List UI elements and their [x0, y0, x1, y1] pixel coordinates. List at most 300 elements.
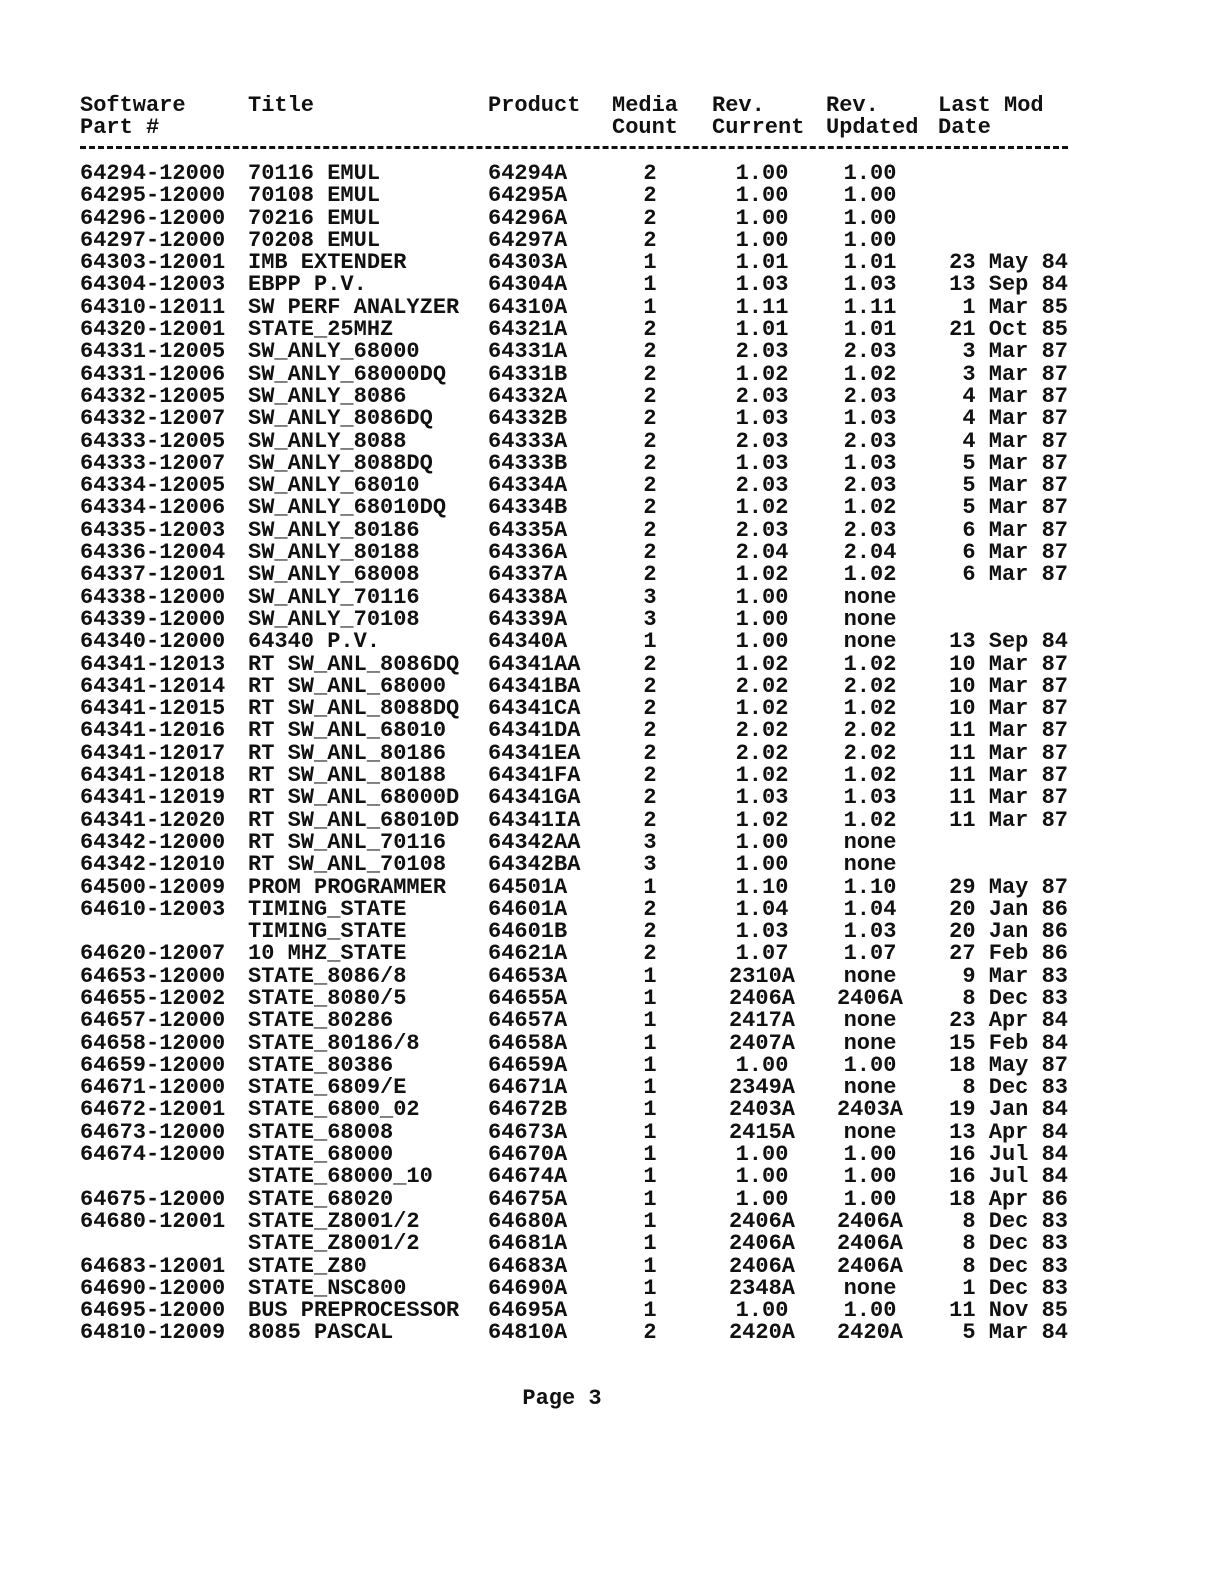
- cell-rev-updated: 1.00: [843, 1142, 897, 1168]
- header-updated: Updated: [826, 115, 919, 140]
- cell-title: SW_ANLY_68010DQ: [248, 495, 447, 521]
- cell-rev-updated: none: [843, 1275, 897, 1301]
- table-row: [80, 1166, 1080, 1188]
- cell-part-number: 64672-12001: [80, 1097, 226, 1123]
- cell-last-mod-date: 23 Apr 84: [949, 1008, 1068, 1034]
- cell-title: 8085 PASCAL: [248, 1320, 394, 1346]
- cell-last-mod-date: 9 Mar 83: [962, 963, 1068, 989]
- cell-part-number: 64331-12006: [80, 361, 226, 387]
- table-row: [80, 874, 1080, 900]
- cell-title: SW_ANLY_80188: [248, 540, 420, 566]
- cell-last-mod-date: 18 May 87: [949, 1052, 1068, 1078]
- cell-media-count: 2: [643, 718, 657, 744]
- cell-part-number: 64334-12006: [80, 495, 226, 521]
- cell-last-mod-date: 10 Mar 87: [949, 696, 1068, 722]
- cell-media-count: 2: [643, 1320, 657, 1346]
- cell-product: 64338A: [488, 584, 568, 610]
- cell-rev-current: 1.07: [735, 941, 789, 967]
- table-row: [80, 896, 1080, 922]
- cell-rev-current: 1.02: [735, 696, 789, 722]
- cell-rev-current: 2.04: [735, 540, 789, 566]
- cell-product: 64658A: [488, 1030, 568, 1056]
- cell-rev-updated: none: [843, 1075, 897, 1101]
- header-rev-current: Rev.: [712, 93, 765, 118]
- cell-product: 64310A: [488, 294, 568, 320]
- cell-media-count: 2: [643, 807, 657, 833]
- cell-product: 64653A: [488, 963, 568, 989]
- cell-part-number: 64296-12000: [80, 205, 226, 231]
- cell-title: 70216 EMUL: [248, 205, 381, 231]
- cell-rev-current: 1.02: [735, 361, 789, 387]
- cell-media-count: 1: [643, 1298, 657, 1324]
- cell-last-mod-date: 16 Jul 84: [949, 1164, 1068, 1190]
- cell-part-number: 64673-12000: [80, 1119, 226, 1145]
- cell-rev-current: 1.02: [735, 763, 789, 789]
- cell-product: 64341FA: [488, 763, 581, 789]
- cell-rev-current: 2348A: [728, 1275, 795, 1301]
- cell-title: BUS PREPROCESSOR: [248, 1298, 460, 1324]
- cell-product: 64501A: [488, 874, 568, 900]
- cell-product: 64341EA: [488, 740, 581, 766]
- cell-product: 64333B: [488, 450, 568, 476]
- cell-rev-updated: 2406A: [836, 1231, 903, 1257]
- cell-title: 64340 P.V.: [248, 629, 381, 655]
- cell-rev-updated: 2.02: [843, 740, 897, 766]
- cell-rev-current: 2.03: [735, 383, 789, 409]
- cell-media-count: 2: [643, 339, 657, 365]
- cell-title: SW_ANLY_68000DQ: [248, 361, 447, 387]
- table-row: [80, 1099, 1080, 1121]
- cell-rev-updated: 1.02: [843, 651, 897, 677]
- cell-rev-updated: none: [843, 584, 897, 610]
- cell-product: 64670A: [488, 1142, 568, 1168]
- cell-rev-current: 2.02: [735, 673, 789, 699]
- cell-part-number: 64340-12000: [80, 629, 226, 655]
- cell-product: 64297A: [488, 227, 568, 253]
- cell-part-number: 64310-12011: [80, 294, 226, 320]
- cell-title: RT SW_ANL_70108: [248, 852, 447, 878]
- cell-rev-current: 2349A: [728, 1075, 795, 1101]
- cell-last-mod-date: 8 Dec 83: [962, 1231, 1068, 1257]
- cell-rev-current: 1.10: [735, 874, 789, 900]
- cell-part-number: 64690-12000: [80, 1275, 226, 1301]
- cell-title: STATE_8086/8: [248, 963, 407, 989]
- cell-part-number: 64675-12000: [80, 1186, 226, 1212]
- header-rev-updated: Rev.: [826, 93, 879, 118]
- cell-rev-current: 2406A: [728, 1231, 795, 1257]
- cell-title: RT SW_ANL_8086DQ: [248, 651, 460, 677]
- cell-rev-updated: 2.03: [843, 383, 897, 409]
- table-row: [80, 720, 1080, 742]
- cell-rev-updated: none: [843, 963, 897, 989]
- cell-rev-current: 1.00: [735, 606, 789, 632]
- cell-product: 64296A: [488, 205, 568, 231]
- cell-media-count: 1: [643, 1275, 657, 1301]
- cell-title: STATE_68020: [248, 1186, 394, 1212]
- cell-media-count: 2: [643, 562, 657, 588]
- cell-rev-current: 2.02: [735, 740, 789, 766]
- cell-rev-current: 2.03: [735, 428, 789, 454]
- cell-last-mod-date: 11 Mar 87: [949, 718, 1068, 744]
- table-row: [80, 428, 1080, 454]
- cell-rev-updated: 1.02: [843, 807, 897, 833]
- cell-rev-updated: 2.02: [843, 673, 897, 699]
- cell-last-mod-date: 1 Mar 85: [962, 294, 1068, 320]
- cell-title: STATE_25MHZ: [248, 317, 394, 343]
- cell-part-number: 64341-12020: [80, 807, 226, 833]
- cell-rev-updated: 1.07: [843, 941, 897, 967]
- cell-rev-updated: 1.03: [843, 406, 897, 432]
- cell-product: 64334B: [488, 495, 568, 521]
- cell-last-mod-date: 11 Mar 87: [949, 785, 1068, 811]
- table-row: [80, 985, 1080, 1011]
- cell-part-number: 64337-12001: [80, 562, 226, 588]
- cell-product: 64337A: [488, 562, 568, 588]
- cell-rev-current: 1.02: [735, 807, 789, 833]
- table-row: [80, 341, 1080, 363]
- cell-media-count: 1: [643, 1052, 657, 1078]
- cell-rev-current: 1.00: [735, 1052, 789, 1078]
- header-current: Current: [712, 115, 805, 140]
- cell-rev-current: 1.00: [735, 227, 789, 253]
- cell-last-mod-date: 20 Jan 86: [949, 919, 1068, 945]
- cell-part-number: 64810-12009: [80, 1320, 226, 1346]
- cell-media-count: 1: [643, 272, 657, 298]
- table-row: [80, 1052, 1080, 1078]
- cell-media-count: 2: [643, 205, 657, 231]
- cell-product: 64342BA: [488, 852, 581, 878]
- cell-last-mod-date: 5 Mar 84: [962, 1320, 1068, 1346]
- cell-part-number: 64655-12002: [80, 985, 226, 1011]
- cell-product: 64341AA: [488, 651, 581, 677]
- cell-rev-current: 2415A: [728, 1119, 795, 1145]
- table-row: [80, 497, 1080, 519]
- cell-product: 64332B: [488, 406, 568, 432]
- cell-last-mod-date: 11 Mar 87: [949, 740, 1068, 766]
- header-last-mod: Last Mod: [938, 93, 1044, 118]
- cell-product: 64333A: [488, 428, 568, 454]
- cell-last-mod-date: 11 Mar 87: [949, 807, 1068, 833]
- table-row: [80, 1233, 1080, 1255]
- cell-rev-updated: none: [843, 1030, 897, 1056]
- cell-media-count: 1: [643, 294, 657, 320]
- table-row: [80, 765, 1080, 787]
- cell-title: 70208 EMUL: [248, 227, 381, 253]
- cell-last-mod-date: 3 Mar 87: [962, 339, 1068, 365]
- cell-part-number: 64341-12014: [80, 673, 226, 699]
- cell-product: 64695A: [488, 1298, 568, 1324]
- cell-media-count: 1: [643, 629, 657, 655]
- cell-rev-current: 1.11: [735, 294, 789, 320]
- cell-part-number: 64303-12001: [80, 250, 226, 276]
- cell-title: TIMING_STATE: [248, 919, 407, 945]
- cell-rev-current: 2417A: [728, 1008, 795, 1034]
- cell-rev-current: 1.00: [735, 161, 789, 186]
- cell-product: 64342AA: [488, 829, 581, 855]
- cell-rev-updated: none: [843, 1008, 897, 1034]
- cell-last-mod-date: 8 Dec 83: [962, 1208, 1068, 1234]
- cell-title: SW_ANLY_68008: [248, 562, 420, 588]
- cell-rev-current: 2403A: [728, 1097, 795, 1123]
- cell-rev-updated: 1.00: [843, 183, 897, 209]
- cell-part-number: 64336-12004: [80, 540, 226, 566]
- cell-title: RT SW_ANL_80186: [248, 740, 447, 766]
- cell-rev-current: 1.00: [735, 205, 789, 231]
- table-row: [80, 740, 1080, 766]
- cell-part-number: 64341-12017: [80, 740, 226, 766]
- cell-part-number: 64680-12001: [80, 1208, 226, 1234]
- cell-part-number: 64332-12005: [80, 383, 226, 409]
- cell-media-count: 2: [643, 383, 657, 409]
- cell-title: 70116 EMUL: [248, 161, 381, 186]
- cell-media-count: 3: [643, 606, 657, 632]
- table-row: [80, 1208, 1080, 1234]
- cell-title: STATE_68000_10: [248, 1164, 433, 1190]
- cell-rev-current: 2420A: [728, 1320, 795, 1346]
- cell-part-number: 64671-12000: [80, 1075, 226, 1101]
- cell-media-count: 2: [643, 540, 657, 566]
- header-part-number: Part #: [80, 115, 160, 140]
- cell-part-number: 64331-12005: [80, 339, 226, 365]
- table-row: [80, 1275, 1080, 1301]
- cell-title: 10 MHZ_STATE: [248, 941, 407, 967]
- cell-last-mod-date: 5 Mar 87: [962, 495, 1068, 521]
- header-count: Count: [612, 115, 679, 140]
- cell-last-mod-date: 1 Dec 83: [962, 1275, 1068, 1301]
- table-row: [80, 205, 1080, 231]
- cell-part-number: 64683-12001: [80, 1253, 226, 1279]
- cell-media-count: 2: [643, 227, 657, 253]
- table-row: [80, 963, 1080, 989]
- cell-rev-updated: 1.02: [843, 562, 897, 588]
- cell-part-number: 64341-12016: [80, 718, 226, 744]
- table-row: [80, 807, 1080, 833]
- cell-rev-current: 1.00: [735, 183, 789, 209]
- header-software: Software: [80, 93, 186, 118]
- cell-product: 64331A: [488, 339, 568, 365]
- cell-last-mod-date: 8 Dec 83: [962, 1253, 1068, 1279]
- cell-rev-updated: 1.00: [843, 205, 897, 231]
- cell-title: PROM PROGRAMMER: [248, 874, 447, 900]
- cell-part-number: 64297-12000: [80, 227, 226, 253]
- cell-last-mod-date: 20 Jan 86: [949, 896, 1068, 922]
- cell-media-count: 1: [643, 1075, 657, 1101]
- cell-last-mod-date: 23 May 84: [949, 250, 1068, 276]
- cell-rev-updated: none: [843, 606, 897, 632]
- cell-media-count: 2: [643, 317, 657, 343]
- cell-rev-updated: 1.00: [843, 1052, 897, 1078]
- table-row: [80, 1186, 1080, 1212]
- header-product: Product: [488, 93, 581, 118]
- table-row: [80, 921, 1080, 943]
- cell-title: TIMING_STATE: [248, 896, 407, 922]
- cell-title: SW_ANLY_8088DQ: [248, 450, 433, 476]
- cell-part-number: 64341-12018: [80, 763, 226, 789]
- table-row: [80, 606, 1080, 632]
- header-line-1: [80, 95, 1080, 117]
- cell-part-number: 64500-12009: [80, 874, 226, 900]
- cell-rev-updated: none: [843, 629, 897, 655]
- cell-title: STATE_80186/8: [248, 1030, 420, 1056]
- table-row: [80, 517, 1080, 543]
- cell-rev-current: 2.03: [735, 339, 789, 365]
- cell-last-mod-date: 19 Jan 84: [949, 1097, 1068, 1123]
- cell-title: RT SW_ANL_70116: [248, 829, 447, 855]
- cell-last-mod-date: 21 Oct 85: [949, 317, 1068, 343]
- cell-rev-updated: 2406A: [836, 985, 903, 1011]
- table-row: [80, 408, 1080, 430]
- page-number: Page 3: [522, 1386, 602, 1411]
- cell-product: 64690A: [488, 1275, 568, 1301]
- cell-last-mod-date: 10 Mar 87: [949, 673, 1068, 699]
- table-row: [80, 1144, 1080, 1166]
- cell-media-count: 2: [643, 941, 657, 967]
- cell-rev-updated: 1.03: [843, 450, 897, 476]
- cell-rev-updated: 1.00: [843, 227, 897, 253]
- cell-last-mod-date: 13 Sep 84: [949, 272, 1068, 298]
- cell-rev-updated: 1.03: [843, 272, 897, 298]
- table-row: [80, 475, 1080, 497]
- cell-rev-current: 1.00: [735, 629, 789, 655]
- cell-rev-current: 1.00: [735, 1186, 789, 1212]
- cell-part-number: 64333-12005: [80, 428, 226, 454]
- cell-rev-current: 1.04: [735, 896, 789, 922]
- table-row: [80, 787, 1080, 809]
- cell-part-number: 64332-12007: [80, 406, 226, 432]
- cell-product: 64671A: [488, 1075, 568, 1101]
- header-media: Media: [612, 93, 679, 118]
- cell-media-count: 1: [643, 1164, 657, 1190]
- table-row: [80, 163, 1080, 185]
- cell-rev-current: 2406A: [728, 1208, 795, 1234]
- cell-media-count: 1: [643, 1008, 657, 1034]
- cell-title: STATE_68008: [248, 1119, 394, 1145]
- cell-part-number: 64335-12003: [80, 517, 226, 543]
- cell-media-count: 1: [643, 1231, 657, 1257]
- cell-part-number: 64653-12000: [80, 963, 226, 989]
- cell-media-count: 2: [643, 450, 657, 476]
- cell-title: STATE_80386: [248, 1052, 394, 1078]
- table-row: [80, 294, 1080, 320]
- cell-last-mod-date: 16 Jul 84: [949, 1142, 1068, 1168]
- cell-rev-updated: 1.03: [843, 785, 897, 811]
- cell-title: IMB EXTENDER: [248, 250, 407, 276]
- table-row: [80, 1010, 1080, 1032]
- cell-product: 64335A: [488, 517, 568, 543]
- cell-last-mod-date: 4 Mar 87: [962, 428, 1068, 454]
- cell-rev-current: 2.02: [735, 718, 789, 744]
- cell-title: STATE_6800_02: [248, 1097, 420, 1123]
- cell-rev-current: 1.00: [735, 829, 789, 855]
- cell-title: STATE_8080/5: [248, 985, 407, 1011]
- cell-part-number: 64620-12007: [80, 941, 226, 967]
- table-row: [80, 651, 1080, 677]
- table-row: [80, 698, 1080, 720]
- software-table: [80, 163, 1080, 1345]
- cell-rev-updated: 2.03: [843, 517, 897, 543]
- cell-part-number: 64659-12000: [80, 1052, 226, 1078]
- cell-rev-updated: 2403A: [836, 1097, 903, 1123]
- cell-media-count: 1: [643, 1208, 657, 1234]
- cell-last-mod-date: 8 Dec 83: [962, 1075, 1068, 1101]
- table-row: [80, 450, 1080, 476]
- cell-product: 64332A: [488, 383, 568, 409]
- cell-last-mod-date: 13 Apr 84: [949, 1119, 1068, 1145]
- cell-rev-updated: 1.03: [843, 919, 897, 945]
- cell-media-count: 1: [643, 985, 657, 1011]
- cell-product: 64304A: [488, 272, 568, 298]
- cell-media-count: 2: [643, 740, 657, 766]
- cell-title: RT SW_ANL_68010: [248, 718, 447, 744]
- cell-rev-updated: 1.00: [843, 1164, 897, 1190]
- cell-rev-updated: 1.02: [843, 361, 897, 387]
- cell-rev-updated: 1.02: [843, 696, 897, 722]
- cell-part-number: 64341-12019: [80, 785, 226, 811]
- cell-media-count: 2: [643, 361, 657, 387]
- cell-title: SW_ANLY_70116: [248, 584, 420, 610]
- table-row: [80, 319, 1080, 341]
- cell-part-number: 64341-12015: [80, 696, 226, 722]
- table-row: [80, 943, 1080, 965]
- cell-product: 64601A: [488, 896, 568, 922]
- cell-title: RT SW_ANL_68010D: [248, 807, 460, 833]
- cell-rev-updated: 2.03: [843, 339, 897, 365]
- cell-rev-updated: 1.02: [843, 763, 897, 789]
- cell-product: 64341GA: [488, 785, 581, 811]
- cell-media-count: 2: [643, 896, 657, 922]
- table-row: [80, 829, 1080, 855]
- cell-part-number: 64658-12000: [80, 1030, 226, 1056]
- cell-rev-current: 1.02: [735, 562, 789, 588]
- cell-last-mod-date: 13 Sep 84: [949, 629, 1068, 655]
- cell-rev-updated: 2.03: [843, 473, 897, 499]
- header-title: Title: [248, 93, 315, 118]
- cell-media-count: 2: [643, 785, 657, 811]
- cell-title: SW PERF ANALYZER: [248, 294, 460, 320]
- cell-rev-current: 1.02: [735, 651, 789, 677]
- cell-part-number: 64320-12001: [80, 317, 226, 343]
- cell-media-count: 1: [643, 1119, 657, 1145]
- cell-product: 64340A: [488, 629, 568, 655]
- cell-part-number: 64695-12000: [80, 1298, 226, 1324]
- cell-media-count: 2: [643, 428, 657, 454]
- cell-product: 64341BA: [488, 673, 581, 699]
- cell-title: SW_ANLY_68000: [248, 339, 420, 365]
- cell-rev-current: 1.03: [735, 785, 789, 811]
- table-row: [80, 1322, 1080, 1344]
- table-row: [80, 673, 1080, 699]
- cell-product: 64341CA: [488, 696, 581, 722]
- cell-rev-updated: 2420A: [836, 1320, 903, 1346]
- cell-rev-updated: 1.00: [843, 1186, 897, 1212]
- cell-product: 64657A: [488, 1008, 568, 1034]
- cell-title: SW_ANLY_68010: [248, 473, 420, 499]
- cell-last-mod-date: 8 Dec 83: [962, 985, 1068, 1011]
- cell-product: 64341IA: [488, 807, 581, 833]
- cell-part-number: 64342-12010: [80, 852, 226, 878]
- table-row: [80, 1030, 1080, 1056]
- cell-media-count: 3: [643, 829, 657, 855]
- cell-product: 64295A: [488, 183, 568, 209]
- cell-product: 64673A: [488, 1119, 568, 1145]
- cell-last-mod-date: 6 Mar 87: [962, 562, 1068, 588]
- cell-title: RT SW_ANL_68000D: [248, 785, 460, 811]
- cell-product: 64683A: [488, 1253, 568, 1279]
- cell-rev-current: 1.00: [735, 1164, 789, 1190]
- cell-title: RT SW_ANL_68000: [248, 673, 447, 699]
- cell-last-mod-date: 5 Mar 87: [962, 450, 1068, 476]
- cell-media-count: 3: [643, 852, 657, 878]
